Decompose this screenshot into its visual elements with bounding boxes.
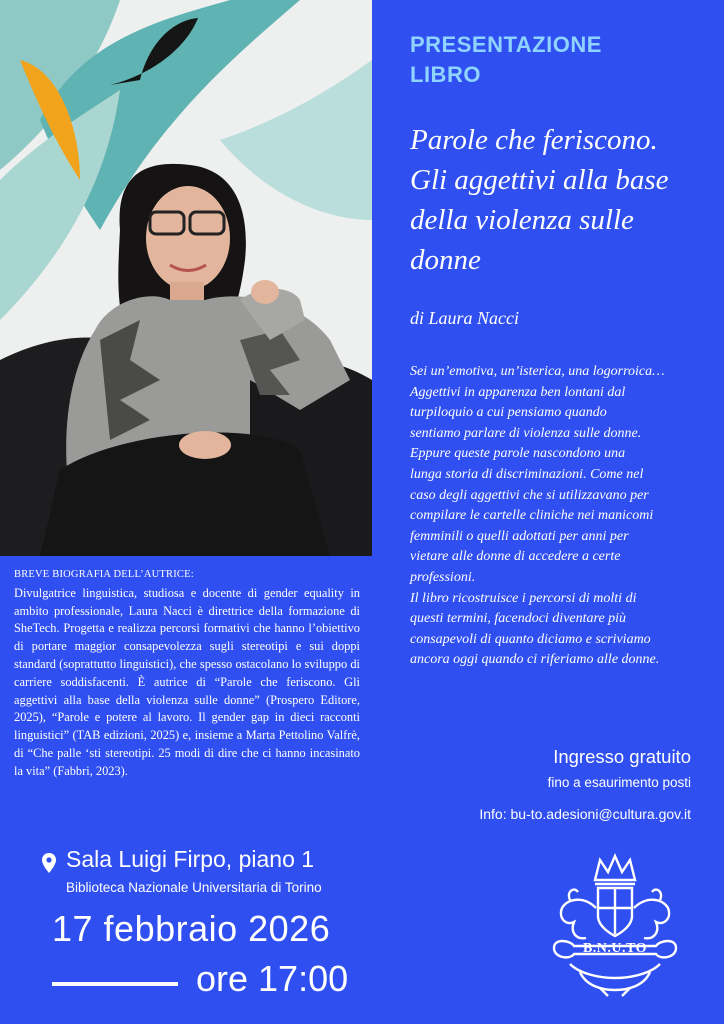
book-title-line: Gli aggettivi alla base bbox=[410, 164, 669, 196]
book-title-line: della violenza sulle bbox=[410, 204, 634, 236]
map-pin-icon bbox=[42, 853, 56, 878]
kicker-line-1: PRESENTAZIONE bbox=[410, 32, 602, 57]
section-kicker bbox=[410, 30, 710, 90]
biography-heading: BREVE BIOGRAFIA DELL’AUTRICE: bbox=[14, 569, 194, 580]
synopsis-line: turpiloquio a cui pensiamo quando bbox=[410, 405, 607, 421]
author-biography bbox=[14, 566, 360, 781]
book-author: di Laura Nacci bbox=[410, 308, 520, 328]
synopsis-line: Eppure queste parole nascondono una bbox=[410, 446, 626, 462]
synopsis-line: Sei un’emotiva, un’isterica, una logorroica… bbox=[410, 364, 665, 379]
author-photo bbox=[0, 0, 372, 556]
entry-note: fino a esaurimento posti bbox=[547, 775, 691, 790]
entry-info bbox=[548, 746, 691, 790]
entry-headline: Ingresso gratuito bbox=[553, 746, 691, 767]
synopsis-line: consapevoli di quanto diciamo e scriviamo bbox=[410, 631, 651, 647]
synopsis-line: lunga storia di discriminazioni. Come nel bbox=[410, 466, 644, 482]
synopsis-line: Il libro ricostruisce i percorsi di molti di bbox=[410, 590, 637, 606]
book-title bbox=[410, 120, 710, 280]
synopsis-line: ancora oggi quando ci riferiamo alle donne. bbox=[410, 652, 660, 668]
right-column bbox=[410, 30, 710, 671]
event-time: ore 17:00 bbox=[196, 958, 349, 999]
synopsis-line: caso degli aggettivi che si utilizzavano per bbox=[410, 487, 649, 503]
book-title-line: Parole che feriscono. bbox=[410, 124, 658, 156]
synopsis-line: Aggettivi in apparenza ben lontani dal bbox=[410, 384, 626, 400]
library-logo-text: B.N.U.TO bbox=[582, 941, 648, 956]
synopsis-line: vietare alle donne di accedere a certe bbox=[410, 549, 621, 565]
library-logo bbox=[540, 848, 690, 998]
info-contact[interactable]: Info: bu-to.adesioni@cultura.gov.it bbox=[479, 806, 691, 822]
event-date: 17 febbraio 2026 bbox=[52, 908, 331, 949]
book-title-line: donne bbox=[410, 244, 481, 276]
synopsis-line: sentiamo parlare di violenza sulle donne. bbox=[410, 425, 642, 441]
synopsis-line: femminili o quelli adottati per anni per bbox=[410, 528, 629, 544]
venue-library: Biblioteca Nazionale Universitaria di Torino bbox=[66, 880, 322, 895]
synopsis-line: questi termini, facendoci diventare più bbox=[410, 611, 627, 627]
synopsis-line: professioni. bbox=[410, 569, 476, 585]
book-synopsis bbox=[410, 362, 710, 671]
venue-room: Sala Luigi Firpo, piano 1 bbox=[66, 846, 315, 872]
kicker-line-2: LIBRO bbox=[410, 62, 481, 87]
synopsis-line: compilare le cartelle cliniche nei manicomi bbox=[410, 508, 654, 524]
biography-text: Divulgatrice linguistica, studiosa e docente di gender equality in ambito professionale, Laura Nacci è direttrice della formazione di SheTech. Progetta e realizza percorsi formativi che hanno l’obiettivo di portare maggior consapevolezza sugli stereotipi e sui doppi standard (soprattutto linguistici), che spesso ostacolano lo sviluppo di carriere soddisfacenti. È autrice di “Parole che feriscono. Gli aggettivi alla base della violenza sulle donne” (Prospero Editore, 2025), “Parole e potere al lavoro. Il gender gap in dieci racconti linguistici” (TAB edizioni, 2025) e, insieme a Marta Pettolino Valfrè, di “Che palle ‘sti stereotipi. 25 modi di dire che ci hanno incasinato la vita” (Fabbri, 2023). bbox=[14, 585, 360, 778]
time-divider bbox=[52, 982, 178, 986]
